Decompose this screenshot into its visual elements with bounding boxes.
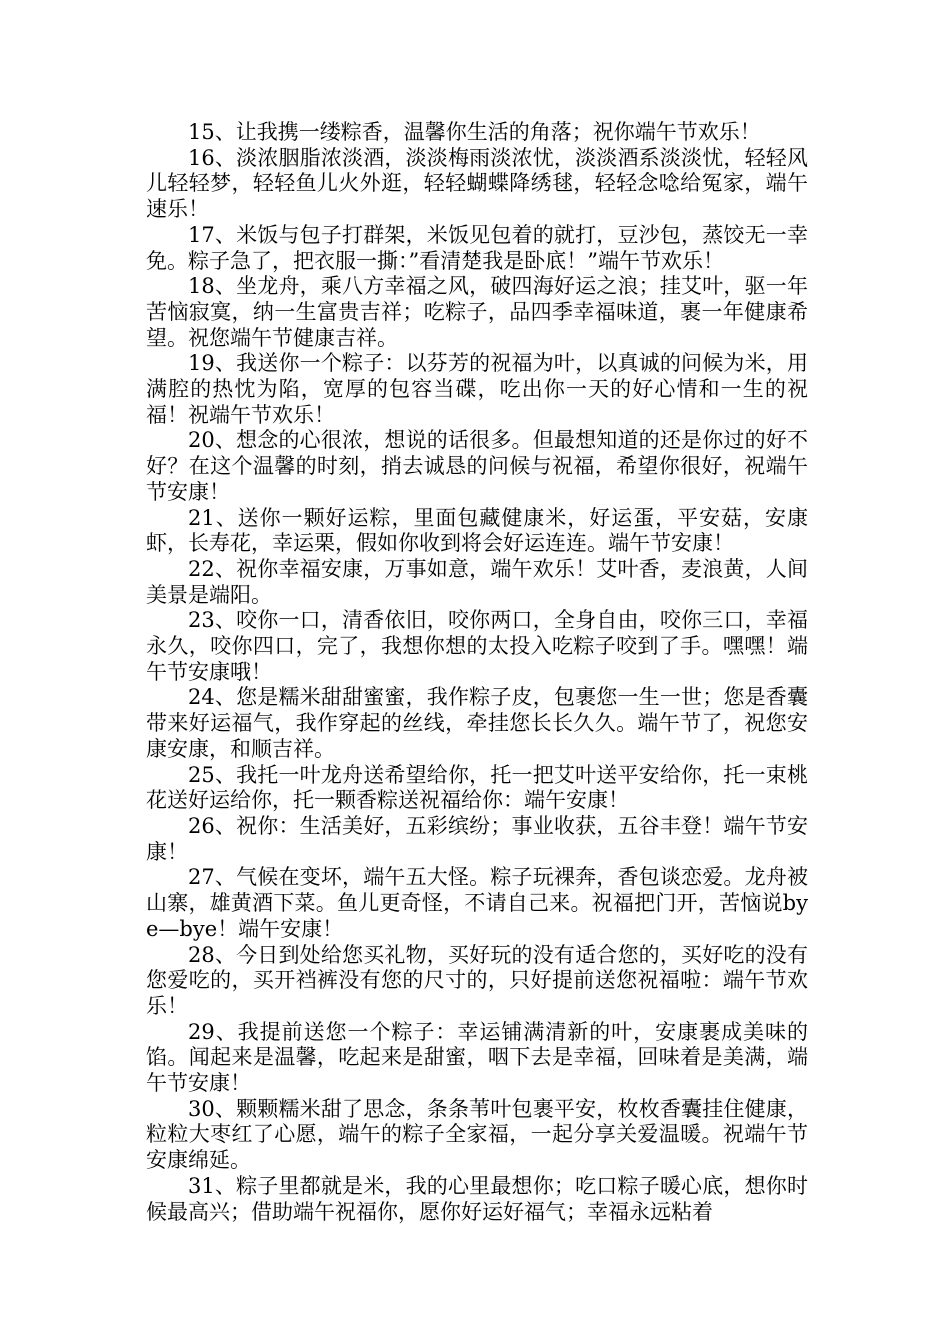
paragraph-23: 23、咬你一口，清香依旧，咬你两口，全身自由，咬你三口，幸福永久，咬你四口，完了，我想你想的太投入吃粽子咬到了手。嘿嘿！端午节安康哦！	[146, 608, 808, 684]
paragraph-31: 31、粽子里都就是米，我的心里最想你；吃口粽子暖心底，想你时候最高兴；借助端午祝福你，愿你好运好福气；幸福永远粘着	[146, 1173, 808, 1224]
paragraph-27: 27、气候在变坏，端午五大怪。粽子玩裸奔，香包谈恋爱。龙舟被山寨，雄黄酒下菜。鱼儿更奇怪，不请自己来。祝福把门开，苦恼说bye—bye！端午安康！	[146, 865, 808, 941]
paragraph-15: 15、让我携一缕粽香，温馨你生活的角落；祝你端午节欢乐！	[188, 120, 761, 144]
paragraph-19: 19、我送你一个粽子：以芬芳的祝福为叶，以真诚的问候为米，用满腔的热忱为陷，宽厚的包容当碟，吃出你一天的好心情和一生的祝福！祝端午节欢乐！	[146, 351, 808, 427]
paragraph-21: 21、送你一颗好运粽，里面包藏健康米，好运蛋，平安菇，安康虾，长寿花，幸运栗，假如你收到将会好运连连。端午节安康！	[146, 505, 808, 556]
paragraph-18: 18、坐龙舟，乘八方幸福之风，破四海好运之浪；挂艾叶，驱一年苦恼寂寞，纳一生富贵吉祥；吃粽子，品四季幸福味道，裹一年健康希望。祝您端午节健康吉祥。	[146, 274, 808, 350]
paragraph-22: 22、祝你幸福安康，万事如意，端午欢乐！艾叶香，麦浪黄，人间美景是端阳。	[146, 556, 808, 607]
paragraph-28: 28、今日到处给您买礼物，买好玩的没有适合您的，买好吃的没有您爱吃的，买开裆裤没有您的尺寸的，只好提前送您祝福啦：端午节欢乐！	[146, 942, 808, 1018]
paragraph-30: 30、颗颗糯米甜了思念，条条苇叶包裹平安，枚枚香囊挂住健康，粒粒大枣红了心愿，端午的粽子全家福，一起分享关爱温暖。祝端午节安康绵延。	[146, 1096, 808, 1173]
paragraph-25: 25、我托一叶龙舟送希望给你，托一把艾叶送平安给你，托一束桃花送好运给你，托一颗香粽送祝福给你：端午安康！	[146, 762, 808, 813]
paragraph-29: 29、我提前送您一个粽子：幸运铺满清新的叶，安康裹成美味的馅。闻起来是温馨，吃起来是甜蜜，咽下去是幸福，回味着是美满，端午节安康！	[146, 1019, 808, 1096]
paragraph-26: 26、祝你：生活美好，五彩缤纷；事业收获，五谷丰登！端午节安康！	[146, 813, 808, 864]
paragraph-16: 16、淡浓胭脂浓淡酒，淡淡梅雨淡浓忧，淡淡酒系淡淡忧，轻轻风儿轻轻梦，轻轻鱼儿火外逛，轻轻蝴蝶降绣毬，轻轻念唸给冤家，端午速乐！	[146, 145, 808, 222]
paragraph-24: 24、您是糯米甜甜蜜蜜，我作粽子皮，包裹您一生一世；您是香囊带来好运福气，我作穿起的丝线，牵挂您长长久久。端午节了，祝您安康安康，和顺吉祥。	[146, 685, 808, 761]
paragraph-20: 20、想念的心很浓，想说的话很多。但最想知道的还是你过的好不好？在这个温馨的时刻，捎去诚恳的问候与祝福，希望你很好，祝端午节安康！	[146, 428, 808, 504]
document-body	[146, 120, 808, 1225]
paragraph-17: 17、米饭与包子打群架，米饭见包着的就打，豆沙包，蒸饺无一幸免。粽子急了，把衣服一撕：”看清楚我是卧底！”端午节欢乐！	[146, 222, 808, 273]
